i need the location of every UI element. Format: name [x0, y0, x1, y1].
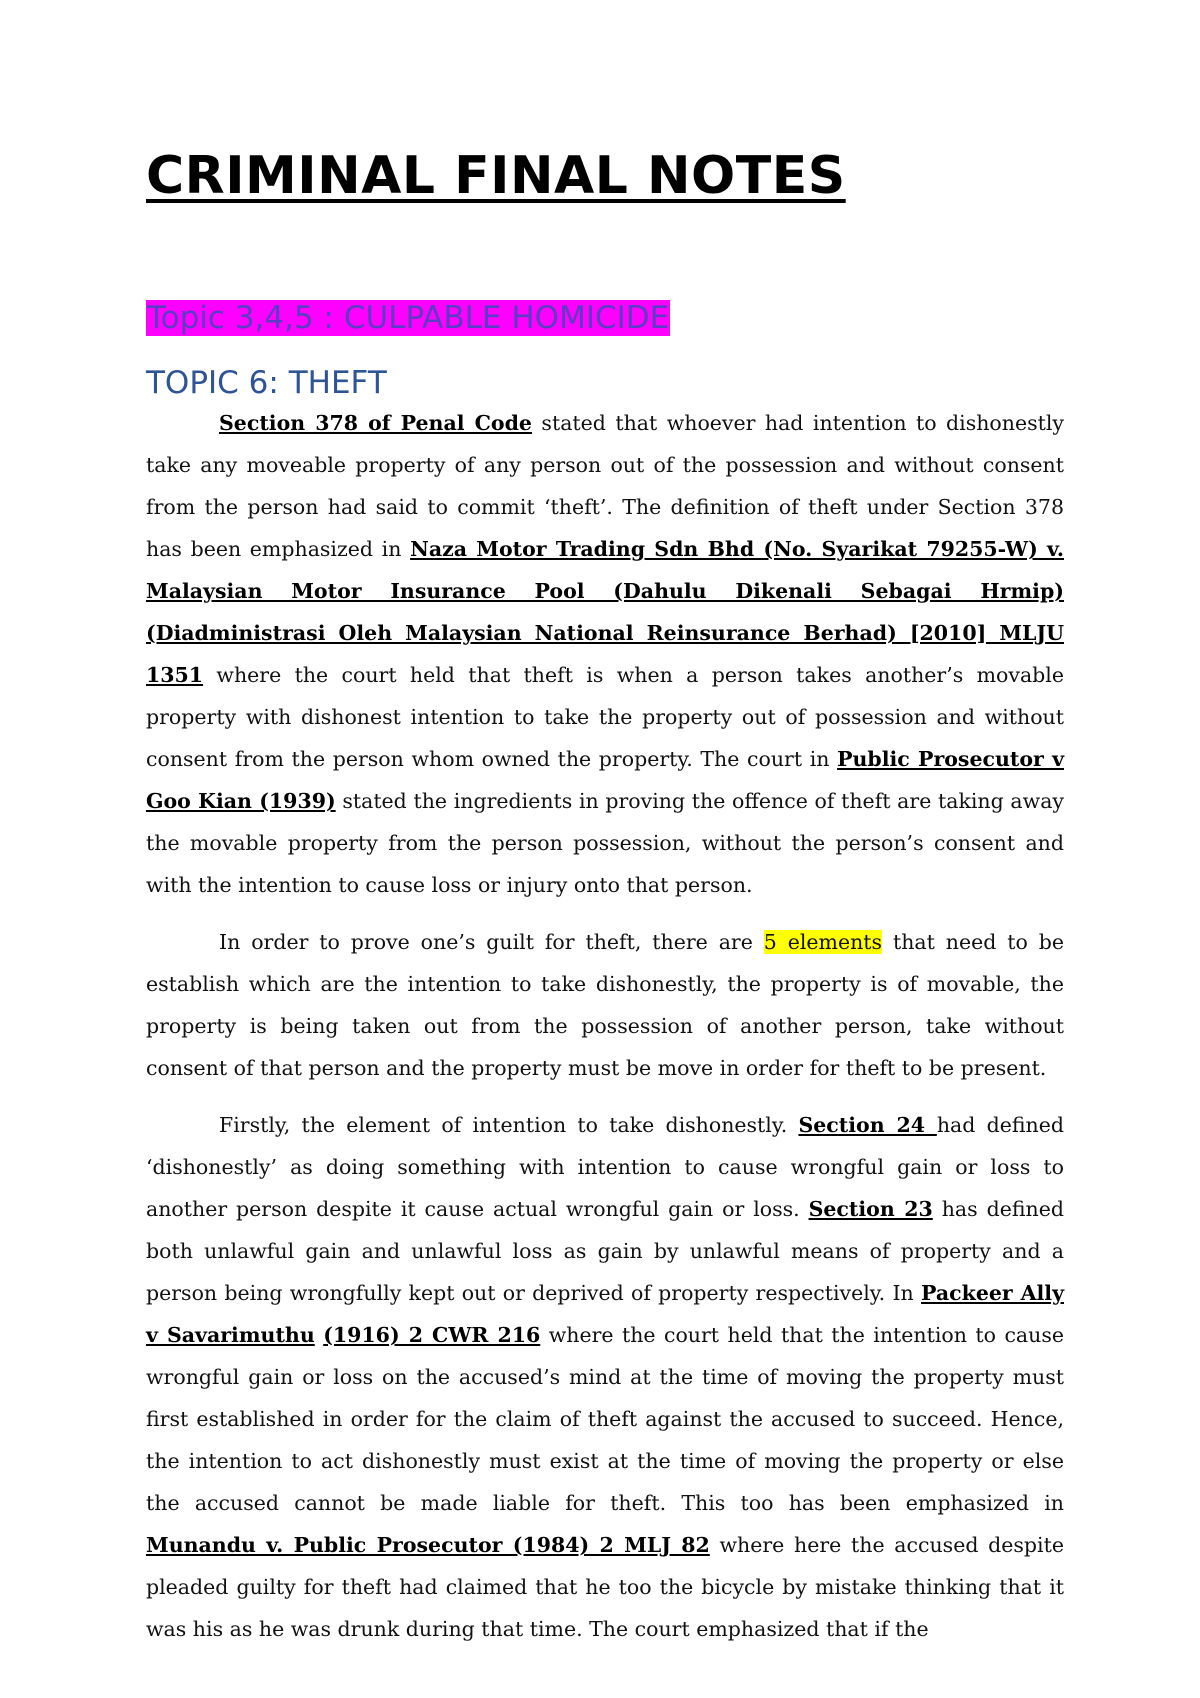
paragraph-text [315, 1323, 323, 1347]
case-packeer-citation: (1916) 2 CWR 216 [323, 1323, 541, 1347]
paragraph-text: Firstly, the element of intention to take dishonestly. [219, 1113, 799, 1137]
paragraph-text: stated that whoever had intention to dishonestly take any moveable property of any person out of the possession and without consent from the person had said to commit ‘theft’. The definition of theft under Section 378 has been emphasized in [146, 411, 1065, 561]
paragraph-text: that need to be establish which are the intention to take dishonestly, the property is of movable, the property is being taken out from the possession of another person, take without consent of that person and the property must be move in order for theft to be present. [146, 930, 1064, 1080]
highlight-five-elements: 5 elements [763, 930, 883, 954]
paragraph-text: In order to prove one’s guilt for theft, there are [219, 930, 764, 954]
paragraph-text: has defined both unlawful gain and unlawful loss as gain by unlawful means of property and a person being wrongfully kept out or deprived of property respectively. In [146, 1197, 1064, 1305]
heading-topic-345 [146, 300, 670, 336]
heading-topic-6: TOPIC 6: THEFT [146, 365, 387, 401]
ref-section-23: Section 23 [808, 1197, 933, 1221]
case-goo-kian: Public Prosecutor v Goo Kian (1939) [146, 747, 1064, 813]
document-title: CRIMINAL FINAL NOTES [146, 146, 846, 206]
paragraph-text: had defined ‘dishonestly’ as doing something with intention to cause wrongful gain or loss to another person despite it cause actual wrongful gain or loss. [146, 1113, 1065, 1221]
ref-section-24: Section 24 [798, 1113, 937, 1137]
document-body [146, 402, 1064, 1665]
paragraph-text: where the court held that theft is when a person takes another’s movable property with dishonest intention to take the property out of possession and without consent from the person whom owned the property. The court in [146, 663, 1064, 771]
paragraph-five-elements [146, 921, 1064, 1089]
case-munandu: Munandu v. Public Prosecutor (1984) 2 MLJ 82 [146, 1533, 710, 1557]
ref-section-378: Section 378 of Penal Code [219, 411, 532, 435]
paragraph-text: where here the accused despite pleaded guilty for theft had claimed that he too the bicycle by mistake thinking that it was his as he was drunk during that time. The court emphasized that if the [146, 1533, 1064, 1641]
paragraph-section-378 [146, 402, 1064, 906]
paragraph-text: stated the ingredients in proving the offence of theft are taking away the movable property from the person possession, without the person’s consent and with the intention to cause loss or injury onto that person. [146, 789, 1064, 897]
paragraph-text: where the court held that the intention to cause wrongful gain or loss on the accused’s mind at the time of moving the property must first established in order for the claim of theft against the accused to succeed. Hence, the intention to act dishonestly must exist at the time of moving the property or else the accused cannot be made liable for theft. This too has been emphasized in [146, 1323, 1064, 1515]
heading-topic-345-text: Topic 3,4,5 : CULPABLE HOMICIDE [147, 300, 670, 336]
case-packeer-ally: Packeer Ally v Savarimuthu [146, 1281, 1065, 1347]
case-naza-motor: Naza Motor Trading Sdn Bhd (No. Syarikat 79255-W) v. Malaysian Motor Insurance Pool (Dahulu Dikenali Sebagai Hrmip) (Diadministrasi Oleh Malaysian National Reinsurance Berhad) [2010] MLJU 1351 [146, 537, 1065, 687]
paragraph-intention [146, 1104, 1064, 1650]
